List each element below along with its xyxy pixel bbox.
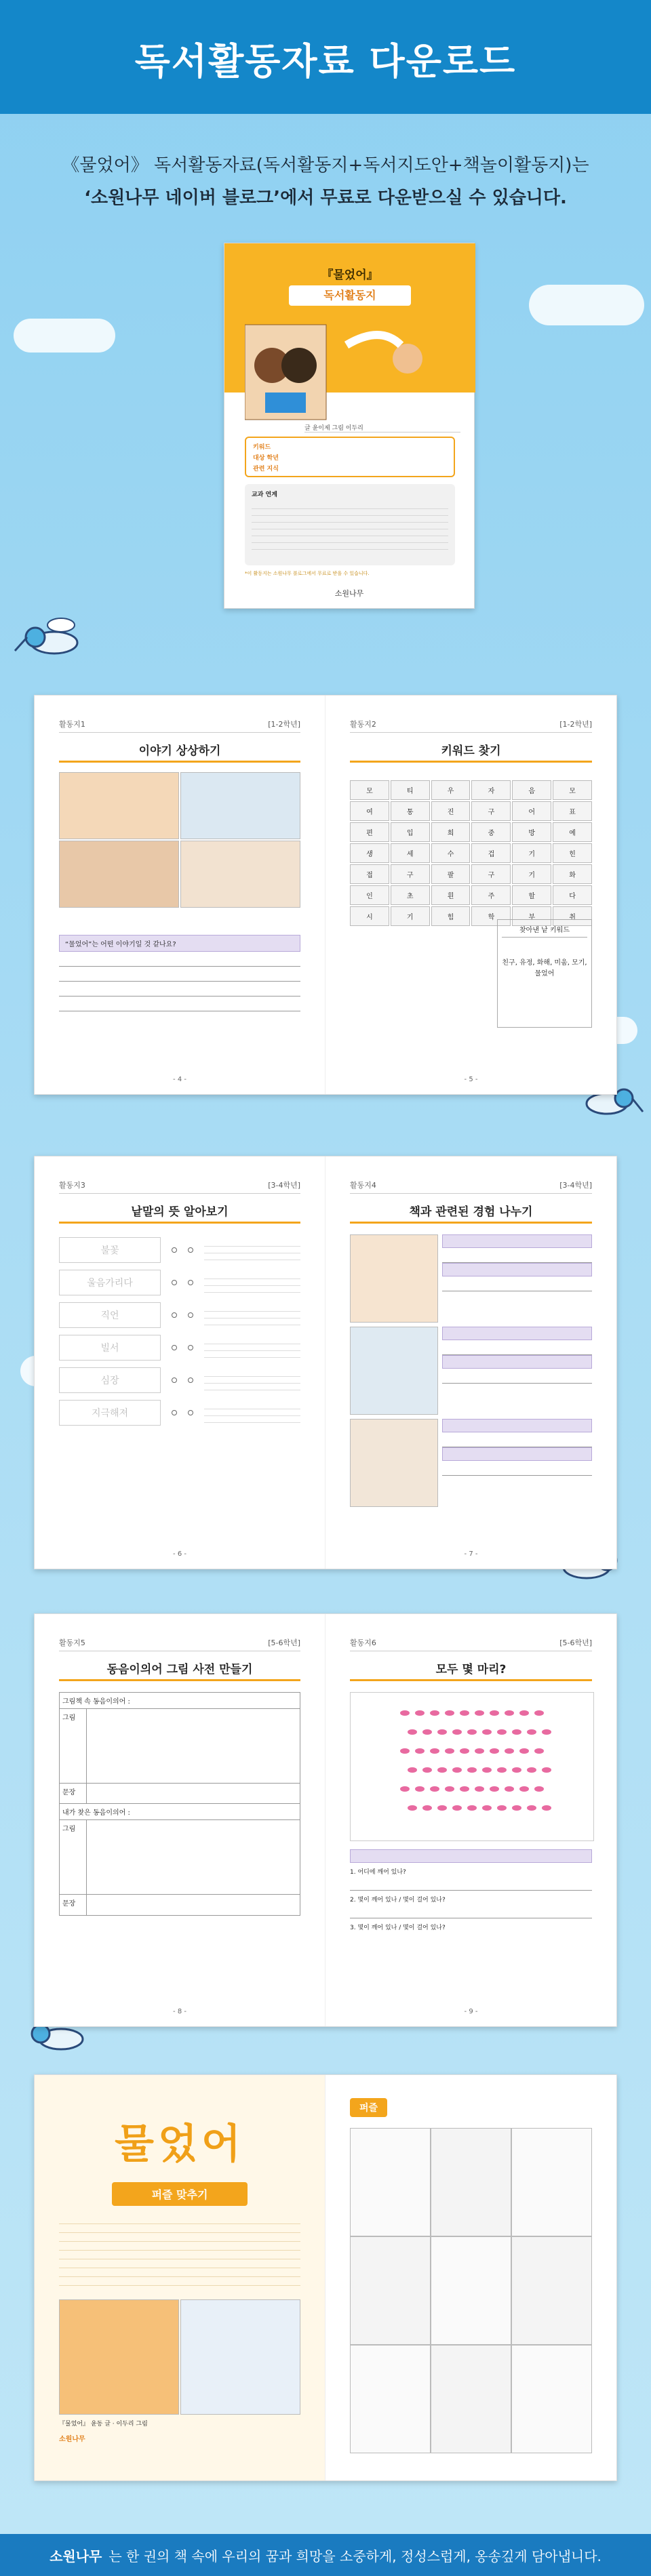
mosquito-mark [422,1805,432,1811]
grid-letter: 어 [512,801,551,821]
word-match-row [59,1270,300,1295]
mosquito-mark [422,1729,432,1735]
page-header [0,0,651,114]
page-number: - 4 - [173,1076,186,1083]
mosquito-mark [445,1748,454,1754]
mosquito-mark [460,1710,469,1716]
mosquito-mark [482,1767,492,1773]
puzzle-publisher: 소원나무 [59,2436,85,2443]
mosquito-mark [408,1729,417,1735]
mosquito-mark [519,1748,529,1754]
count-answer-box [350,1849,592,1863]
word-box: 울음가리다 [59,1270,161,1295]
mosquito-mark [505,1748,514,1754]
word-box: 빌서 [59,1335,161,1361]
puzzle-sheet-page [326,2075,616,2480]
mosquito-mark [482,1729,492,1735]
mosquito-mark [415,1710,425,1716]
grid-letter: 편 [350,822,389,842]
grid-letter: 주 [471,885,511,905]
word-match-row [59,1367,300,1393]
puzzle-cover-page [35,2075,326,2480]
mosquito-mark [490,1748,499,1754]
cover-illustration [245,318,448,426]
grade-label: 대상 학년 [253,455,279,462]
mosquito-mark [467,1767,477,1773]
page-number: - 9 - [464,2008,478,2015]
intro-text [0,149,651,214]
mosquito-mark [475,1786,484,1792]
question-box: “물었어”는 어떤 이야기일 것 같나요? [59,935,300,952]
mosquito-mark [534,1748,544,1754]
mosquito-mark [400,1786,410,1792]
cover-book-title: 『물었어』 [321,268,378,282]
mosquito-mark [445,1710,454,1716]
grid-letter: 음 [512,780,551,800]
mosquito-mark [460,1786,469,1792]
mosquito-mark [452,1805,462,1811]
word-box: 지극해져 [59,1400,161,1426]
mosquito-mark [445,1786,454,1792]
mosquito-mark [400,1710,410,1716]
grid-letter: 진 [431,801,471,821]
mosquito-mark [415,1786,425,1792]
cloud [529,285,644,325]
grid-letter: 중 [471,822,511,842]
cloud [14,319,115,353]
mosquito-mark [475,1748,484,1754]
word-match-row [59,1400,300,1426]
mosquito-mark [542,1729,551,1735]
mosquito-mark [519,1710,529,1716]
question-3: 3. 몇이 깨어 있나 / 몇이 걸어 있나? [350,1925,446,1931]
grid-letter: 기 [512,864,551,884]
word-match-list [59,1237,300,1426]
word-search-grid [350,780,592,926]
question-1: 1. 어디에 깨어 있나? [350,1869,406,1876]
grid-letter: 방 [512,822,551,842]
puzzle-grid [350,2128,592,2453]
worksheet-spread-3 [34,1613,617,2027]
puzzle-preview [59,2299,300,2415]
page-heading: 낱말의 뜻 알아보기 [59,1202,300,1224]
mosquito-mark [460,1748,469,1754]
worksheet-spread-2 [34,1156,617,1569]
worksheet-page-2 [326,696,616,1094]
grid-letter: 입 [391,822,430,842]
grid-letter: 세 [391,843,430,863]
grid-letter: 통 [391,801,430,821]
grid-letter: 수 [431,843,471,863]
page-heading: 모두 몇 마리? [350,1659,592,1681]
mosquito-mark [452,1729,462,1735]
puzzle-spread [34,2074,617,2481]
mosquito-mark [437,1805,447,1811]
page-label: 활동지6 [5-6학년] [350,1637,592,1651]
mosquito-mark [534,1710,544,1716]
found-words: 친구, 유정, 화해, 미움, 모기, 물었어 [502,959,587,978]
mosquito-mark [437,1767,447,1773]
grid-letter: 화 [553,864,592,884]
mosquito-mark [408,1767,417,1773]
grid-letter: 자 [471,780,511,800]
cover-note: *이 활동지는 소원나무 블로그에서 무료로 받을 수 있습니다. [245,571,370,576]
page-label: 활동지5 [5-6학년] [59,1637,300,1651]
page-label: 활동지2 [1-2학년] [350,719,592,733]
mosquito-mark [475,1710,484,1716]
mosquito-count-illustration [350,1692,594,1841]
grid-letter: 구 [391,864,430,884]
grid-letter: 취 [553,906,592,926]
mosquito-mark [534,1786,544,1792]
page-label: 활동지4 [3-4학년] [350,1180,592,1194]
intro-line-1: 《물었어》 독서활동자료(독서활동지+독서지도안+책놀이활동지)는 [62,155,589,176]
mosquito-mark [430,1786,439,1792]
grid-letter: 초 [391,885,430,905]
mosquito-mark [512,1729,521,1735]
grid-letter: 구 [471,864,511,884]
worksheet-page-4 [326,1156,616,1569]
mosquito-mark [497,1805,507,1811]
mosquito-mark [430,1710,439,1716]
cover-subtitle: 독서활동지 [289,285,411,306]
grid-letter: 시 [350,906,389,926]
page-number: - 6 - [173,1550,186,1558]
page-number: - 8 - [173,2008,186,2015]
mosquito-mark [505,1786,514,1792]
mosquito-mark [527,1729,536,1735]
grid-letter: 구 [471,801,511,821]
grid-letter: 생 [350,843,389,863]
grid-letter: 접 [350,864,389,884]
puzzle-caption: 『물었어』 윤동 글 · 이두리 그림 [59,2421,148,2428]
mosquito-mark [422,1767,432,1773]
mosquito-mark [527,1805,536,1811]
grid-letter: 우 [431,780,471,800]
mosquito-mark [437,1729,447,1735]
mosquito-mark [497,1729,507,1735]
mosquito-mark [542,1767,551,1773]
mosquito-mark [519,1786,529,1792]
homonym-row-label: 내가 찾은 동음이의어 : [60,1804,300,1820]
cover-curriculum-box [245,484,455,565]
page-number: - 7 - [464,1550,478,1558]
homonym-table: 그림책 속 동음이의어 : 그림 문장 내가 찾은 동음이의어 : 그림 문장 [59,1692,300,1916]
homonym-row-label: 그림책 속 동음이의어 : [60,1693,300,1709]
grid-letter: 모 [350,780,389,800]
experience-table [350,1234,592,1507]
grid-letter: 희 [431,822,471,842]
book-logo: 물었어 [115,2120,245,2168]
word-box: 불꽃 [59,1237,161,1263]
grid-letter: 기 [391,906,430,926]
question-2: 2. 몇이 깨어 있나 / 몇이 걸어 있나? [350,1897,446,1904]
worksheet-page-5 [35,1614,326,2026]
grid-letter: 흰 [431,885,471,905]
page-number: - 5 - [464,1076,478,1083]
found-words-box [497,919,592,1028]
mosquito-mark [542,1805,551,1811]
picture-grid [59,772,300,908]
grid-letter: 티 [391,780,430,800]
curriculum-list [252,502,448,550]
mosquito-mark [467,1805,477,1811]
page-footer [0,2534,651,2576]
worksheet-page-3 [35,1156,326,1569]
worksheet-spread-1 [34,695,617,1095]
mosquito-mark [497,1767,507,1773]
mosquito-mark [527,1767,536,1773]
page-label: 활동지1 [1-2학년] [59,719,300,733]
footer-text: 는 한 권의 책 속에 우리의 꿈과 희망을 소중하게, 정성스럽게, 옹송깊게 담아냅니다. [108,2548,601,2564]
grid-letter: 표 [553,801,592,821]
page-heading: 동음이의어 그림 사전 만들기 [59,1659,300,1681]
grid-letter: 부 [512,906,551,926]
word-match-row [59,1302,300,1328]
page-heading: 책과 관련된 경험 나누기 [350,1202,592,1224]
mosquito-mark [467,1729,477,1735]
mosquito-mark [408,1805,417,1811]
mosquito-mark [452,1767,462,1773]
page-label: 활동지3 [3-4학년] [59,1180,300,1194]
puzzle-ribbon: 퍼즐 맞추기 [112,2182,248,2206]
keywords-label: 키워드 [253,444,271,451]
grid-letter: 기 [512,843,551,863]
word-match-row [59,1335,300,1361]
cover-sheet [224,243,475,609]
mosquito-mark [482,1805,492,1811]
mosquito-mark [512,1767,521,1773]
mosquito-mark [430,1748,439,1754]
grid-letter: 예 [553,822,592,842]
grid-letter: 할 [512,885,551,905]
worksheet-page-6 [326,1614,616,2026]
mosquito-mark [400,1748,410,1754]
grid-letter: 다 [553,885,592,905]
mosquito-mark [415,1748,425,1754]
mosquito-mark [512,1805,521,1811]
grid-letter: 겁 [471,843,511,863]
grid-letter: 힌 [553,843,592,863]
word-box: 직언 [59,1302,161,1328]
cover-publisher: 소원나무 [334,589,364,598]
worksheet-page-1 [35,696,326,1094]
mosquito-mark [505,1710,514,1716]
grid-letter: 인 [350,885,389,905]
mosquito-mark [490,1786,499,1792]
page-title: 독서활동자료 다운로드 [134,40,517,83]
cover-info-box [245,437,455,477]
grid-letter: 팔 [431,864,471,884]
mosquito-icon [14,610,95,671]
grid-letter: 힘 [431,906,471,926]
grid-letter: 학 [471,906,511,926]
footer-brand: 소원나무 [50,2548,102,2564]
puzzle-instructions [59,2215,300,2290]
curriculum-label: 교과 연계 [252,491,277,498]
mosquito-mark [490,1710,499,1716]
page-heading: 키워드 찾기 [350,741,592,763]
grid-letter: 여 [350,801,389,821]
grid-letter: 모 [553,780,592,800]
intro-line-2: ‘소원나무 네이버 블로그’에서 무료로 다운받으실 수 있습니다. [84,188,567,208]
cover-author: 글 윤이제 그림 이두리 [304,423,460,432]
page-heading: 이야기 상상하기 [59,741,300,763]
word-box: 심장 [59,1367,161,1393]
found-words-label: 찾아낸 낱 키워드 [502,924,587,938]
area-label: 관련 지식 [253,466,279,472]
word-match-row [59,1237,300,1263]
puzzle-badge: 퍼즐 [350,2098,387,2117]
